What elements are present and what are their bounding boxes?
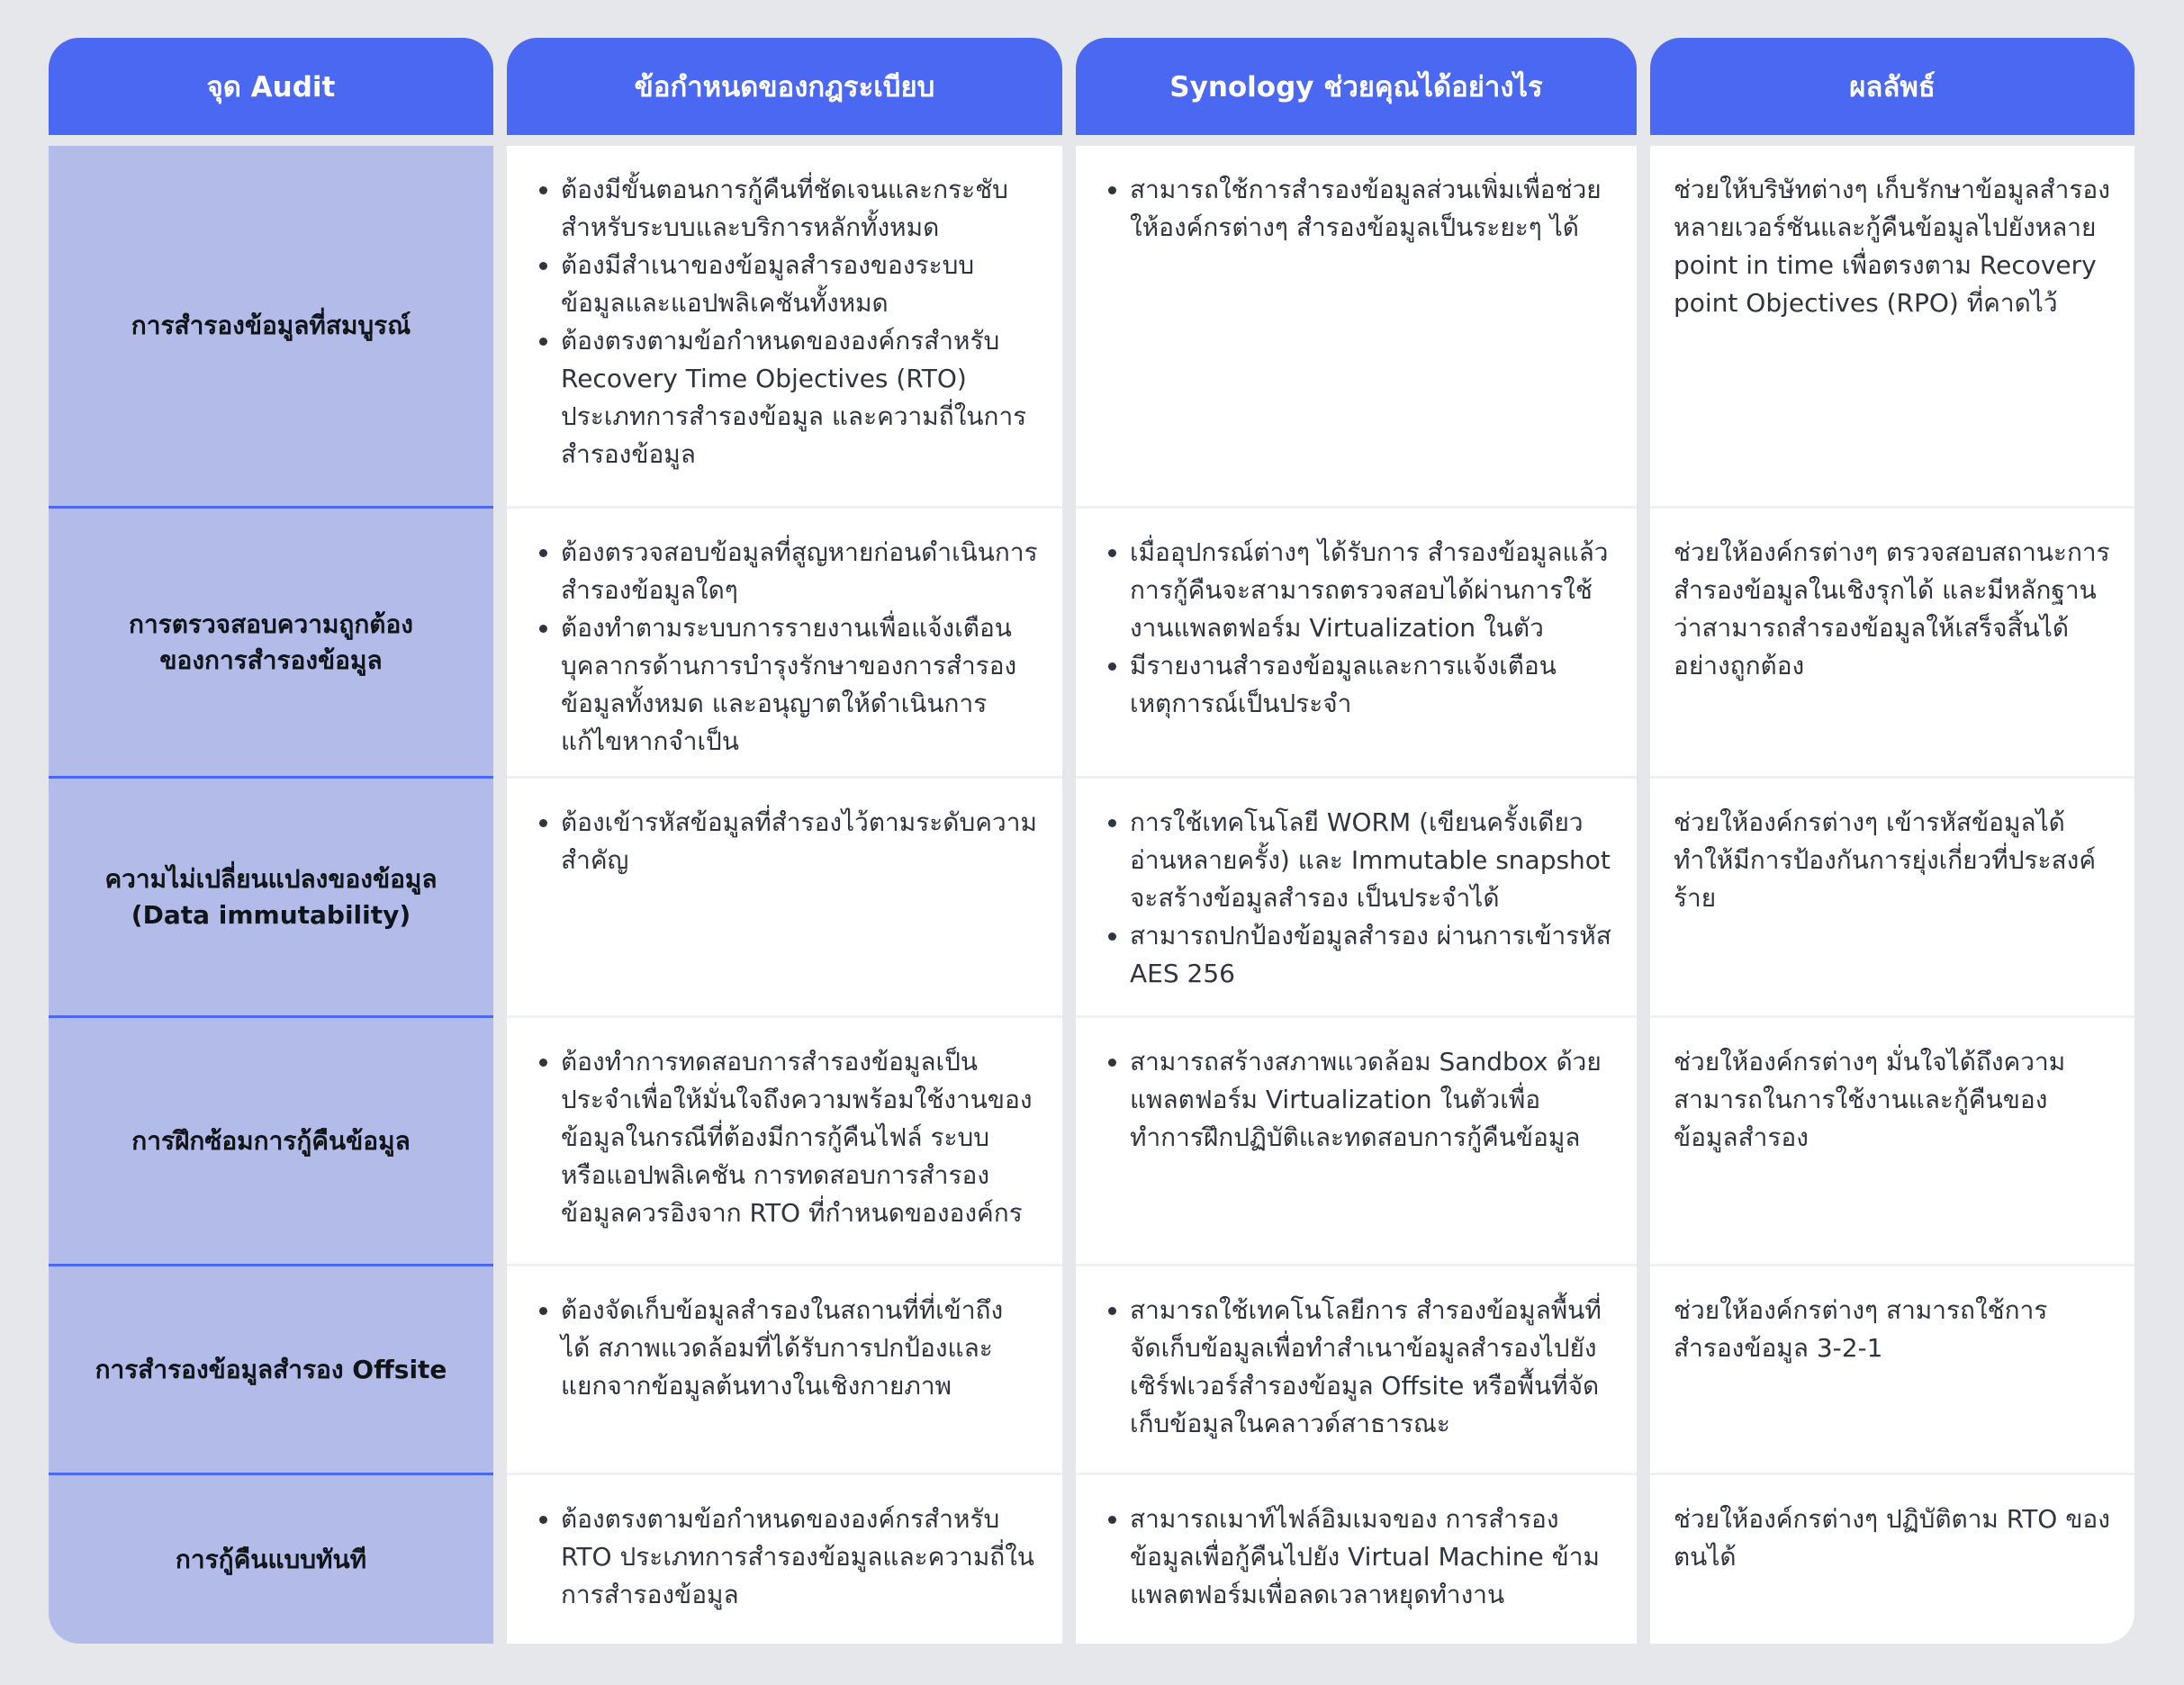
result-cell <box>1650 1264 2134 1473</box>
result-text: ช่วยให้องค์กรต่างๆ เข้ารหัสข้อมูลได้ทำให้มีการป้องกันการยุ่งเกี่ยวที่ประสงค์ร้าย <box>1674 807 2097 913</box>
result-cell <box>1650 776 2134 1015</box>
requirements-list <box>530 534 1039 761</box>
header-synology-help: Synology ช่วยคุณได้อย่างไร <box>1076 38 1637 135</box>
audit-point-label: การกู้คืนแบบทันที <box>49 1473 493 1644</box>
requirements-list <box>530 1500 1039 1614</box>
synology-cell <box>1076 146 1637 506</box>
synology-item: • การใช้เทคโนโลยี WORM (เขียนครั้งเดียวอ่านหลายครั้ง) และ Immutable snapshot จะสร้างข้อมูลสำรอง เป็นประจำได้ <box>1130 804 1613 917</box>
audit-point-label: การสำรองข้อมูลที่สมบูรณ์ <box>49 146 493 506</box>
header-regulation-requirements: ข้อกำหนดของกฎระเบียบ <box>507 38 1062 135</box>
synology-item: • สามารถใช้เทคโนโลยีการ สำรองข้อมูลพื้นที่จัดเก็บข้อมูลเพื่อทำสำเนาข้อมูลสำรองไปยังเซิร์ฟเวอร์สำรองข้อมูล Offsite หรือพื้นที่จัดเก็บข้อมูลในคลาวด์สาธารณะ <box>1130 1292 1613 1443</box>
requirement-item: • ต้องทำการทดสอบการสำรองข้อมูลเป็นประจำเพื่อให้มั่นใจถึงความพร้อมใช้งานของข้อมูลในกรณีที่ต้องมีการกู้คืนไฟล์ ระบบ หรือแอปพลิเคชัน การทดสอบการสำรองข้อมูลควรอิงจาก RTO ที่กำหนดขององค์กร <box>561 1043 1039 1232</box>
requirement-item: • ต้องจัดเก็บข้อมูลสำรองในสถานที่ที่เข้าถึง ได้ สภาพแวดล้อมที่ได้รับการปกป้องและแยกจากข้อมูลต้นทางในเชิงกายภาพ <box>561 1292 1039 1405</box>
requirements-cell <box>507 776 1062 1015</box>
synology-list <box>1099 1292 1613 1443</box>
requirement-item: • ต้องทำตามระบบการรายงานเพื่อแจ้งเตือนบุคลากรด้านการบำรุงรักษาของการสำรองข้อมูลทั้งหมด และอนุญาตให้ดำเนินการแก้ไขหากจำเป็น <box>561 609 1039 761</box>
requirement-item: • ต้องเข้ารหัสข้อมูลที่สำรองไว้ตามระดับความสำคัญ <box>561 804 1039 879</box>
result-cell <box>1650 1473 2134 1644</box>
synology-list <box>1099 171 1613 247</box>
result-text: ช่วยให้องค์กรต่างๆ ตรวจสอบสถานะการสำรองข้อมูลในเชิงรุกได้ และมีหลักฐานว่าสามารถสำรองข้อมูลให้เสร็จสิ้นได้อย่างถูกต้อง <box>1674 537 2110 680</box>
synology-cell <box>1076 1264 1637 1473</box>
result-text: ช่วยให้องค์กรต่างๆ ปฏิบัติตาม RTO ของตนได้ <box>1674 1504 2110 1572</box>
header-result: ผลลัพธ์ <box>1650 38 2134 135</box>
synology-list <box>1099 534 1613 723</box>
requirements-list <box>530 1292 1039 1405</box>
synology-item: • สามารถปกป้องข้อมูลสำรอง ผ่านการเข้ารหัส AES 256 <box>1130 917 1613 993</box>
requirement-item: • ต้องตรงตามข้อกำหนดขององค์กรสำหรับ Recovery Time Objectives (RTO) ประเภทการสำรองข้อมูล และความถี่ในการสำรองข้อมูล <box>561 322 1039 473</box>
header-audit-point: จุด Audit <box>49 38 493 135</box>
synology-list <box>1099 1043 1613 1157</box>
audit-point-label: การฝึกซ้อมการกู้คืนข้อมูล <box>49 1015 493 1264</box>
result-text: ช่วยให้บริษัทต่างๆ เก็บรักษาข้อมูลสำรองหลายเวอร์ชันและกู้คืนข้อมูลไปยังหลาย point in time เพื่อตรงตาม Recovery point Objectives (RPO) ที่คาดไว้ <box>1674 175 2110 318</box>
requirements-cell <box>507 506 1062 776</box>
requirements-list <box>530 1043 1039 1232</box>
requirements-cell <box>507 1473 1062 1644</box>
audit-table <box>49 38 2135 1649</box>
requirements-list <box>530 804 1039 879</box>
requirement-item: • ต้องตรงตามข้อกำหนดขององค์กรสำหรับ RTO ประเภทการสำรองข้อมูลและความถี่ในการสำรองข้อมูล <box>561 1500 1039 1614</box>
synology-list <box>1099 1500 1613 1614</box>
synology-item: • เมื่ออุปกรณ์ต่างๆ ได้รับการ สำรองข้อมูลแล้ว การกู้คืนจะสามารถตรวจสอบได้ผ่านการใช้งานแพลตฟอร์ม Virtualization ในตัว <box>1130 534 1613 647</box>
requirements-list <box>530 171 1039 473</box>
audit-point-label: การสำรองข้อมูลสำรอง Offsite <box>49 1264 493 1473</box>
result-text: ช่วยให้องค์กรต่างๆ สามารถใช้การสำรองข้อมูล 3-2-1 <box>1674 1295 2048 1363</box>
synology-item: • สามารถใช้การสำรองข้อมูลส่วนเพิ่มเพื่อช่วยให้องค์กรต่างๆ สำรองข้อมูลเป็นระยะๆ ได้ <box>1130 171 1613 247</box>
requirements-cell <box>507 1015 1062 1264</box>
requirement-item: • ต้องมีขั้นตอนการกู้คืนที่ชัดเจนและกระชับสำหรับระบบและบริการหลักทั้งหมด <box>561 171 1039 247</box>
result-cell <box>1650 1015 2134 1264</box>
synology-cell <box>1076 776 1637 1015</box>
requirement-item: • ต้องตรวจสอบข้อมูลที่สูญหายก่อนดำเนินการสำรองข้อมูลใดๆ <box>561 534 1039 609</box>
result-text: ช่วยให้องค์กรต่างๆ มั่นใจได้ถึงความสามารถในการใช้งานและกู้คืนของข้อมูลสำรอง <box>1674 1047 2066 1152</box>
synology-cell <box>1076 1473 1637 1644</box>
result-cell <box>1650 506 2134 776</box>
audit-point-label: ความไม่เปลี่ยนแปลงของข้อมูล (Data immutability) <box>49 776 493 1015</box>
synology-item: • สามารถเมาท์ไฟล์อิมเมจของ การสำรองข้อมูลเพื่อกู้คืนไปยัง Virtual Machine ข้ามแพลตฟอร์มเพื่อลดเวลาหยุดทำงาน <box>1130 1500 1613 1614</box>
requirements-cell <box>507 146 1062 506</box>
requirements-cell <box>507 1264 1062 1473</box>
requirement-item: • ต้องมีสำเนาของข้อมูลสำรองของระบบ ข้อมูลและแอปพลิเคชันทั้งหมด <box>561 247 1039 322</box>
synology-cell <box>1076 1015 1637 1264</box>
synology-cell <box>1076 506 1637 776</box>
synology-list <box>1099 804 1613 993</box>
audit-point-label: การตรวจสอบความถูกต้อง ของการสำรองข้อมูล <box>49 506 493 776</box>
result-cell <box>1650 146 2134 506</box>
synology-item: • สามารถสร้างสภาพแวดล้อม Sandbox ด้วยแพลตฟอร์ม Virtualization ในตัวเพื่อทำการฝึกปฏิบัติและทดสอบการกู้คืนข้อมูล <box>1130 1043 1613 1157</box>
synology-item: • มีรายงานสำรองข้อมูลและการแจ้งเตือนเหตุการณ์เป็นประจำ <box>1130 647 1613 723</box>
